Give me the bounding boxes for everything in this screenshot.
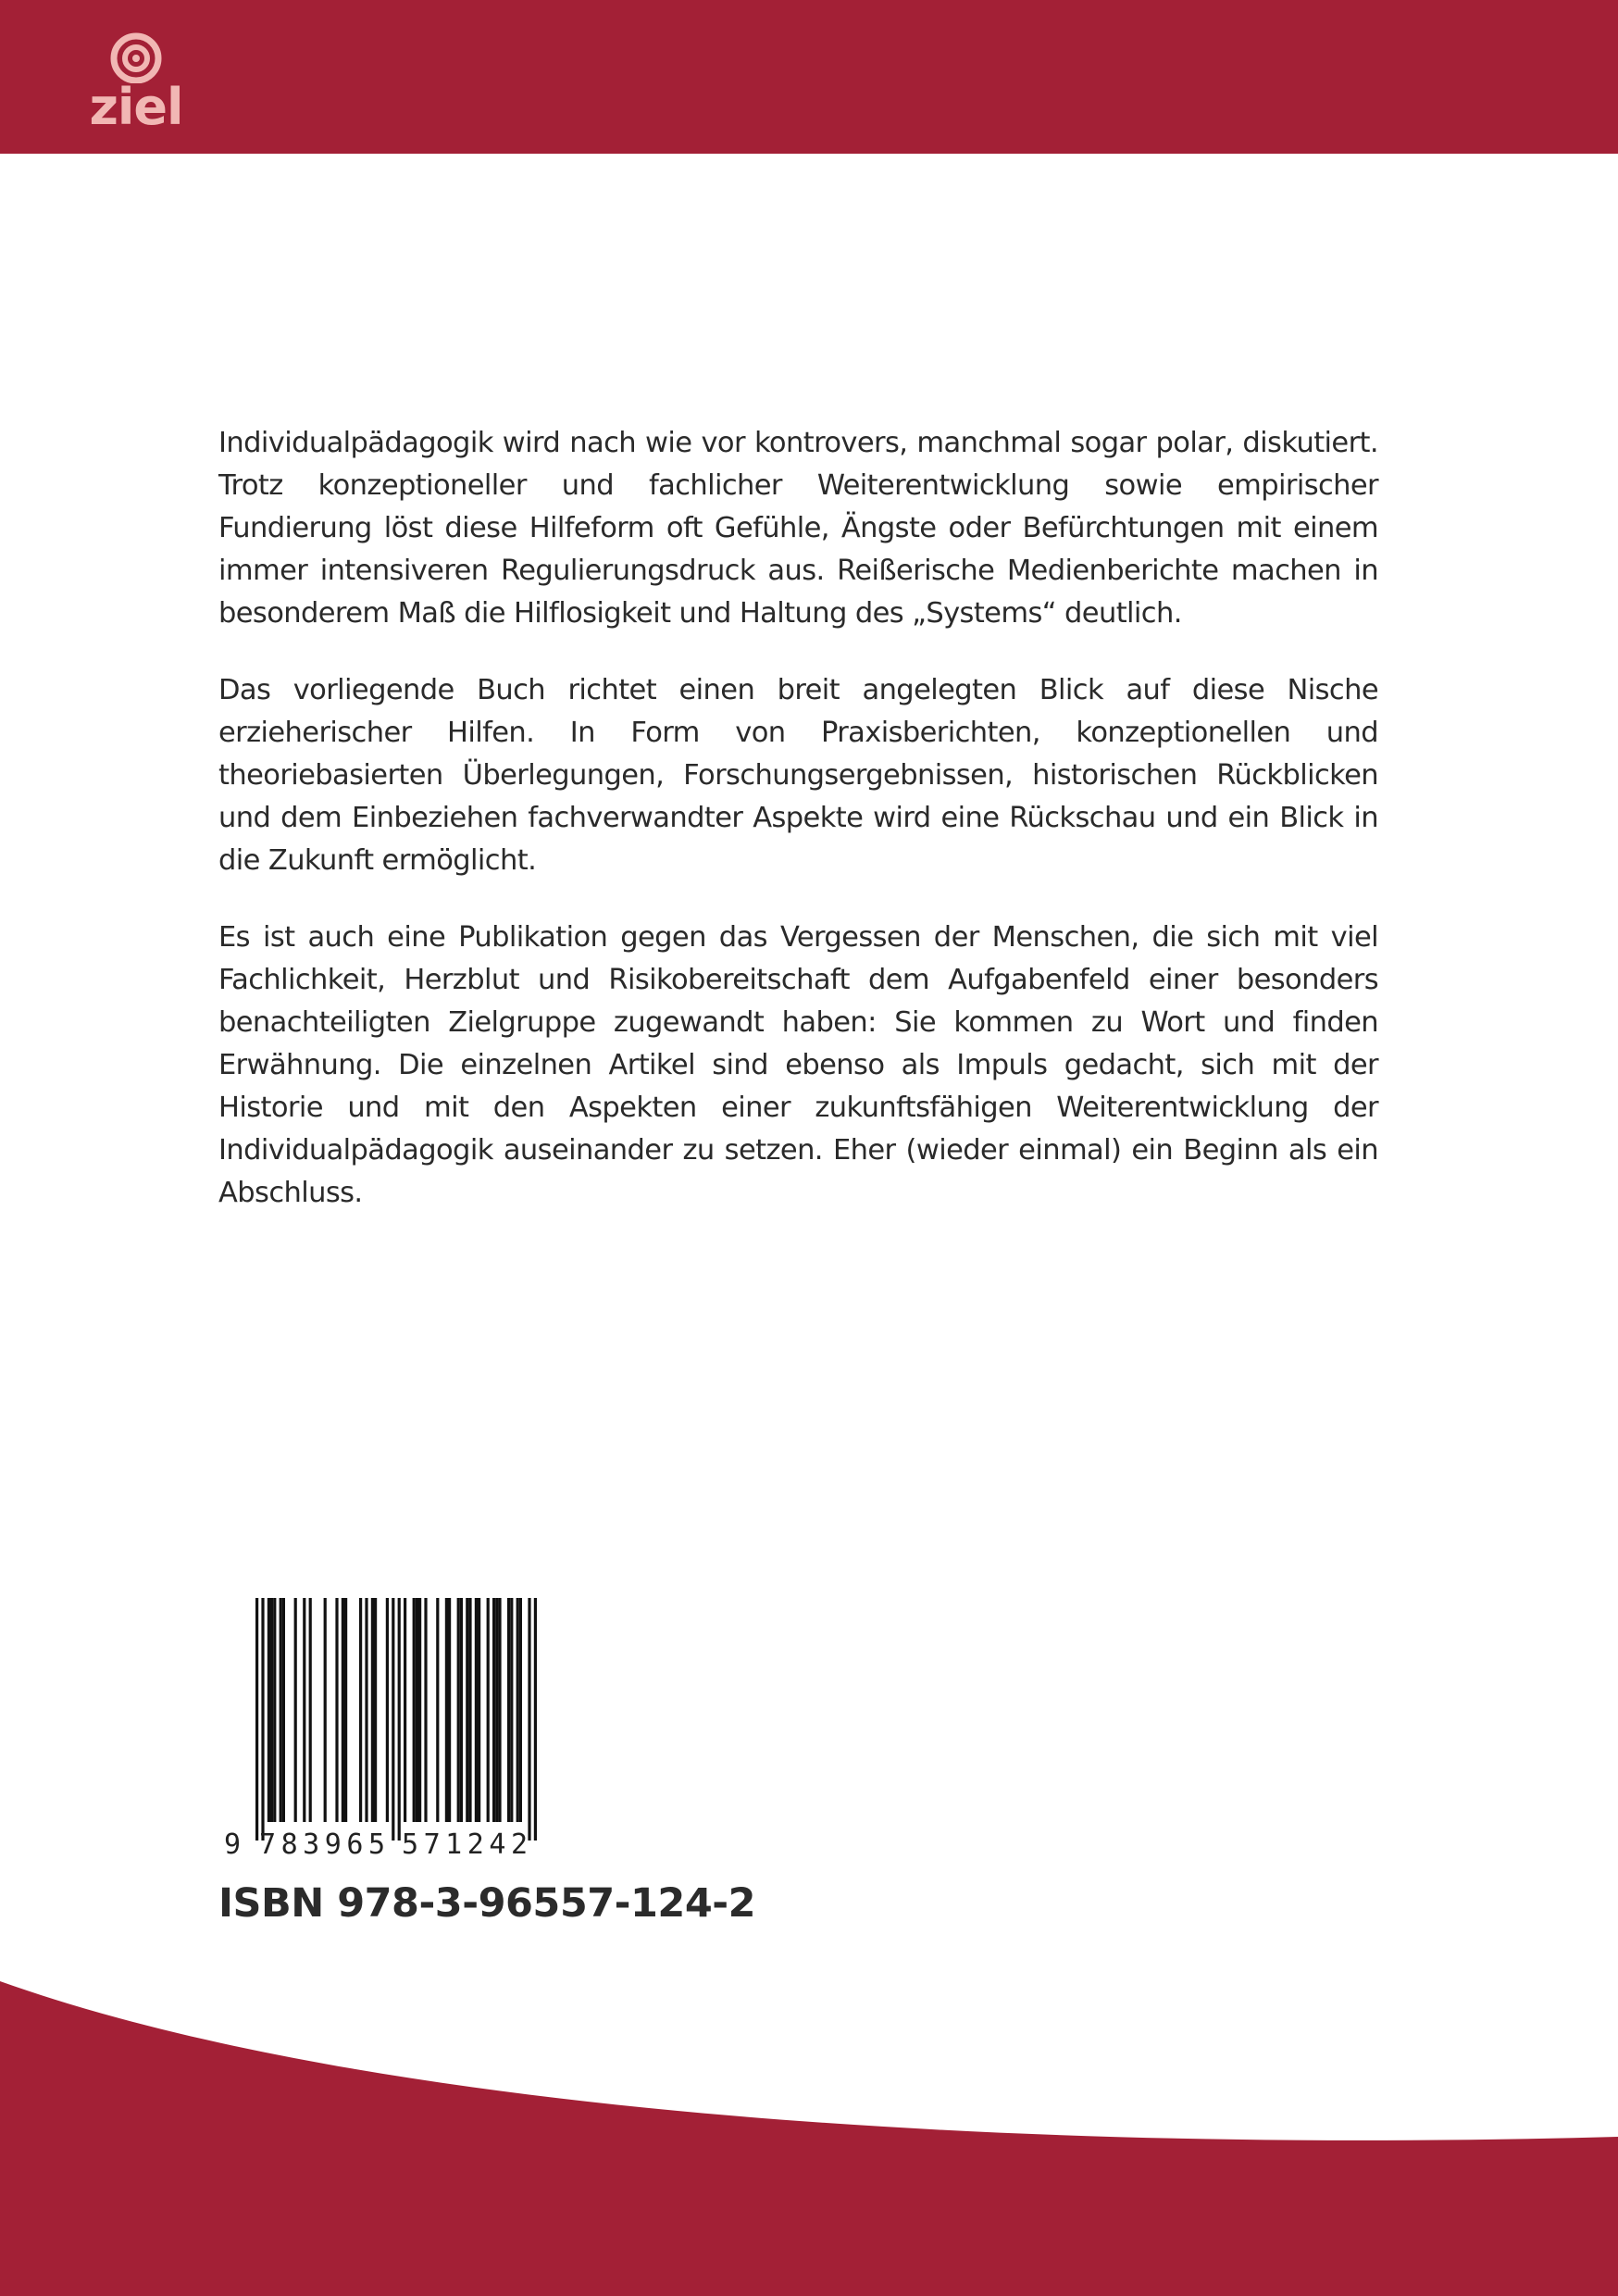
barcode-bar bbox=[517, 1598, 519, 1822]
barcode-bar bbox=[273, 1598, 276, 1822]
publisher-logo bbox=[85, 28, 187, 134]
barcode-bar bbox=[371, 1598, 374, 1822]
barcode-bar bbox=[404, 1598, 406, 1822]
barcode-bar bbox=[466, 1598, 468, 1822]
barcode-bar bbox=[460, 1598, 463, 1822]
barcode-bar bbox=[335, 1598, 338, 1822]
barcode-bar bbox=[255, 1598, 258, 1841]
barcode-bar bbox=[392, 1598, 394, 1841]
barcode-bar bbox=[386, 1598, 389, 1822]
barcode-bar bbox=[510, 1598, 513, 1822]
barcode-bar bbox=[478, 1598, 480, 1822]
barcode-bar bbox=[457, 1598, 460, 1822]
blurb-paragraph-2: Das vorliegende Buch richtet einen breit angelegten Blick auf diese Nische erzieherischer Hilfen. In Form von Praxisberichten, konzeptionellen und theoriebasierten Überlegungen, Forschungsergebnissen, historischen Rückblicken und dem Einbeziehen fachverwandter Aspekte wird eine Rückschau und ein Blick in die Zukunft ermöglicht. bbox=[218, 674, 1378, 877]
barcode-bar bbox=[359, 1598, 362, 1822]
blurb-paragraph-3: Es ist auch eine Publikation gegen das Vergessen der Menschen, die sich mit viel Fachlichkeit, Herzblut und Risikobereitschaft dem Aufgabenfeld einer besonders benachteiligten Zielgruppe zugewandt haben: Sie kommen zu Wort und finden Erwähnung. Die einzelnen Artikel sind ebenso als Impuls gedacht, sich mit der Historie und mit den Aspekten einer zukunftsfähigen Weiterentwicklung der Individualpädagogik auseinander zu setzen. Eher (wieder einmal) ein Beginn als ein Abschluss. bbox=[218, 921, 1378, 1209]
barcode-bar bbox=[268, 1598, 270, 1822]
isbn-barcode bbox=[218, 1598, 561, 1866]
barcode-bar bbox=[280, 1598, 282, 1822]
barcode-bar bbox=[436, 1598, 439, 1822]
barcode-bar bbox=[519, 1598, 522, 1822]
barcode-bar bbox=[495, 1598, 498, 1822]
barcode-bar bbox=[342, 1598, 344, 1822]
barcode-bar bbox=[507, 1598, 510, 1822]
bottom-brand-swoosh bbox=[0, 1963, 1618, 2296]
barcode-bar bbox=[324, 1598, 327, 1822]
barcode-bar bbox=[413, 1598, 416, 1822]
barcode-first-digit: 9 bbox=[224, 1828, 242, 1861]
barcode-bar bbox=[418, 1598, 421, 1822]
barcode-bar bbox=[303, 1598, 305, 1822]
barcode-bar bbox=[468, 1598, 471, 1822]
barcode-bar bbox=[282, 1598, 285, 1822]
barcode-bar bbox=[365, 1598, 367, 1822]
barcode-bar bbox=[424, 1598, 427, 1822]
barcode-bar bbox=[374, 1598, 377, 1822]
back-cover-blurb bbox=[218, 422, 1378, 1249]
barcode-bar bbox=[534, 1598, 537, 1841]
barcode-bar bbox=[294, 1598, 297, 1822]
top-brand-band bbox=[0, 0, 1618, 154]
isbn-number: ISBN 978-3-96557-124-2 bbox=[218, 1880, 756, 1927]
barcode-bar bbox=[416, 1598, 418, 1822]
barcode-bar bbox=[528, 1598, 530, 1841]
barcode-right-digits: 571242 bbox=[402, 1828, 528, 1861]
barcode-bar bbox=[492, 1598, 495, 1822]
barcode-bar bbox=[498, 1598, 501, 1822]
blurb-paragraph-1: Individualpädagogik wird nach wie vor kontrovers, manchmal sogar polar, diskutiert. Trotz konzeptioneller und fachlicher Weiterentwicklung sowie empirischer Fundierung löst diese Hilfeform oft Gefühle, Ängste oder Befürchtungen mit einem immer intensiveren Regulierungsdruck aus. Reißerische Medienberichte machen in besonderem Maß die Hilflosigkeit und Haltung des „Systems“ deutlich. bbox=[218, 427, 1378, 630]
barcode-left-digits: 783965 bbox=[259, 1828, 385, 1861]
barcode-bar bbox=[270, 1598, 273, 1822]
barcode-bar bbox=[475, 1598, 478, 1822]
barcode-bar bbox=[445, 1598, 448, 1822]
barcode-bar bbox=[309, 1598, 312, 1822]
barcode-bar bbox=[487, 1598, 490, 1822]
barcode-bar bbox=[261, 1598, 264, 1841]
barcode-bar bbox=[344, 1598, 347, 1822]
barcode-bar bbox=[448, 1598, 451, 1822]
signal-target-icon bbox=[85, 28, 187, 83]
logo-wordmark: ziel bbox=[89, 78, 183, 136]
barcode-bar bbox=[398, 1598, 401, 1841]
